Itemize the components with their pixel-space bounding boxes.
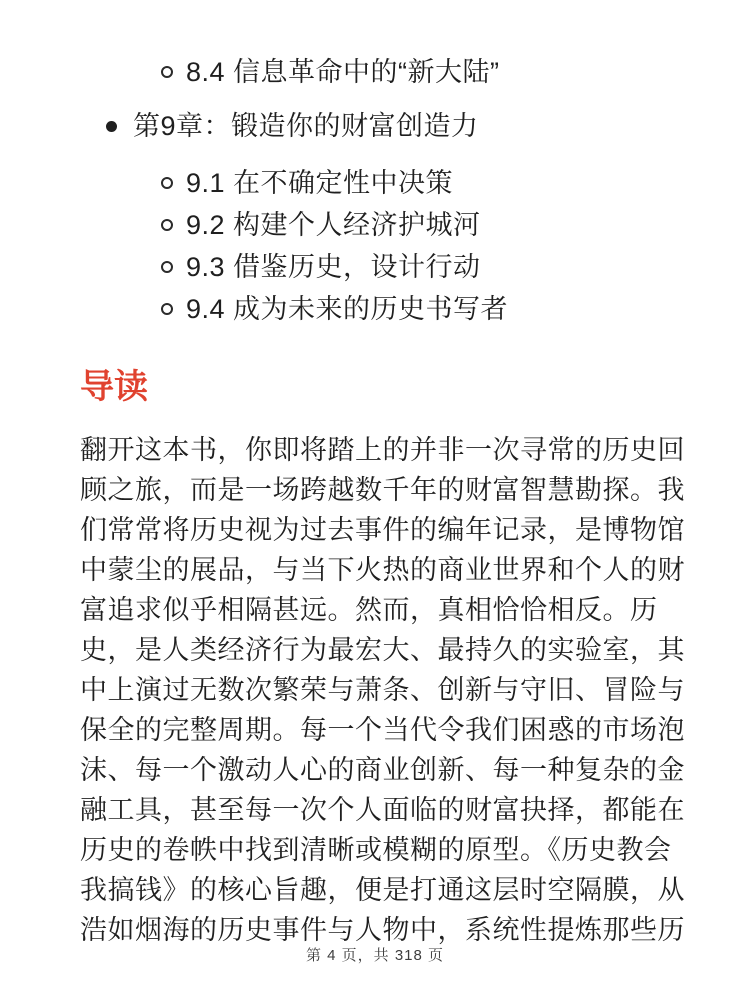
toc-item-label: 9.1 在不确定性中决策 [186, 168, 454, 198]
paragraph-line: 融工具，甚至每一次个人面临的财富抉择，都能在 [80, 795, 685, 825]
toc-item-label: 9.3 借鉴历史，设计行动 [186, 252, 481, 282]
paragraph-line: 我搞钱》的核心旨趣，便是打通这层时空隔膜，从 [80, 875, 685, 905]
paragraph-line: 保全的完整周期。每一个当代令我们困惑的市场泡 [80, 715, 685, 745]
paragraph-line: 中蒙尘的展品，与当下火热的商业世界和个人的财 [80, 555, 685, 585]
toc-item-label: 8.4 信息革命中的“新大陆” [186, 57, 500, 87]
circle-bullet-icon [161, 66, 173, 78]
toc-item-label: 9.4 成为未来的历史书写者 [186, 294, 509, 324]
circle-bullet-icon [161, 177, 173, 189]
toc-item-label: 第9章：锻造你的财富创造力 [133, 111, 479, 141]
toc-item-label: 9.2 构建个人经济护城河 [186, 210, 481, 240]
toc-item-9-1 [0, 168, 750, 198]
toc-item-9-4 [0, 294, 750, 324]
section-heading: 导读 [80, 368, 148, 406]
toc-item-chapter-9 [0, 111, 750, 141]
paragraph-line: 中上演过无数次繁荣与萧条、创新与守旧、冒险与 [80, 675, 685, 705]
circle-bullet-icon [161, 261, 173, 273]
paragraph-line: 富追求似乎相隔甚远。然而，真相恰恰相反。历 [80, 595, 658, 625]
paragraph-line: 沫、每一个激动人心的商业创新、每一种复杂的金 [80, 755, 685, 785]
paragraph-line: 们常常将历史视为过去事件的编年记录，是博物馆 [80, 515, 685, 545]
page-number-footer: 第 4 页，共 318 页 [305, 947, 445, 964]
intro-paragraph [80, 430, 685, 950]
circle-bullet-icon [161, 219, 173, 231]
circle-bullet-icon [161, 303, 173, 315]
paragraph-line: 浩如烟海的历史事件与人物中，系统性提炼那些历 [80, 915, 685, 945]
paragraph-line: 历史的卷帙中找到清晰或模糊的原型。《历史教会 [80, 835, 672, 865]
table-of-contents [0, 57, 750, 324]
toc-item-9-3 [0, 252, 750, 282]
disc-bullet-icon [106, 121, 117, 132]
paragraph-line: 翻开这本书，你即将踏上的并非一次寻常的历史回 [80, 435, 685, 465]
paragraph-line: 顾之旅，而是一场跨越数千年的财富智慧勘探。我 [80, 475, 685, 505]
paragraph-line: 史，是人类经济行为最宏大、最持久的实验室，其 [80, 635, 685, 665]
toc-item-9-2 [0, 210, 750, 240]
toc-item-8-4 [0, 57, 750, 87]
